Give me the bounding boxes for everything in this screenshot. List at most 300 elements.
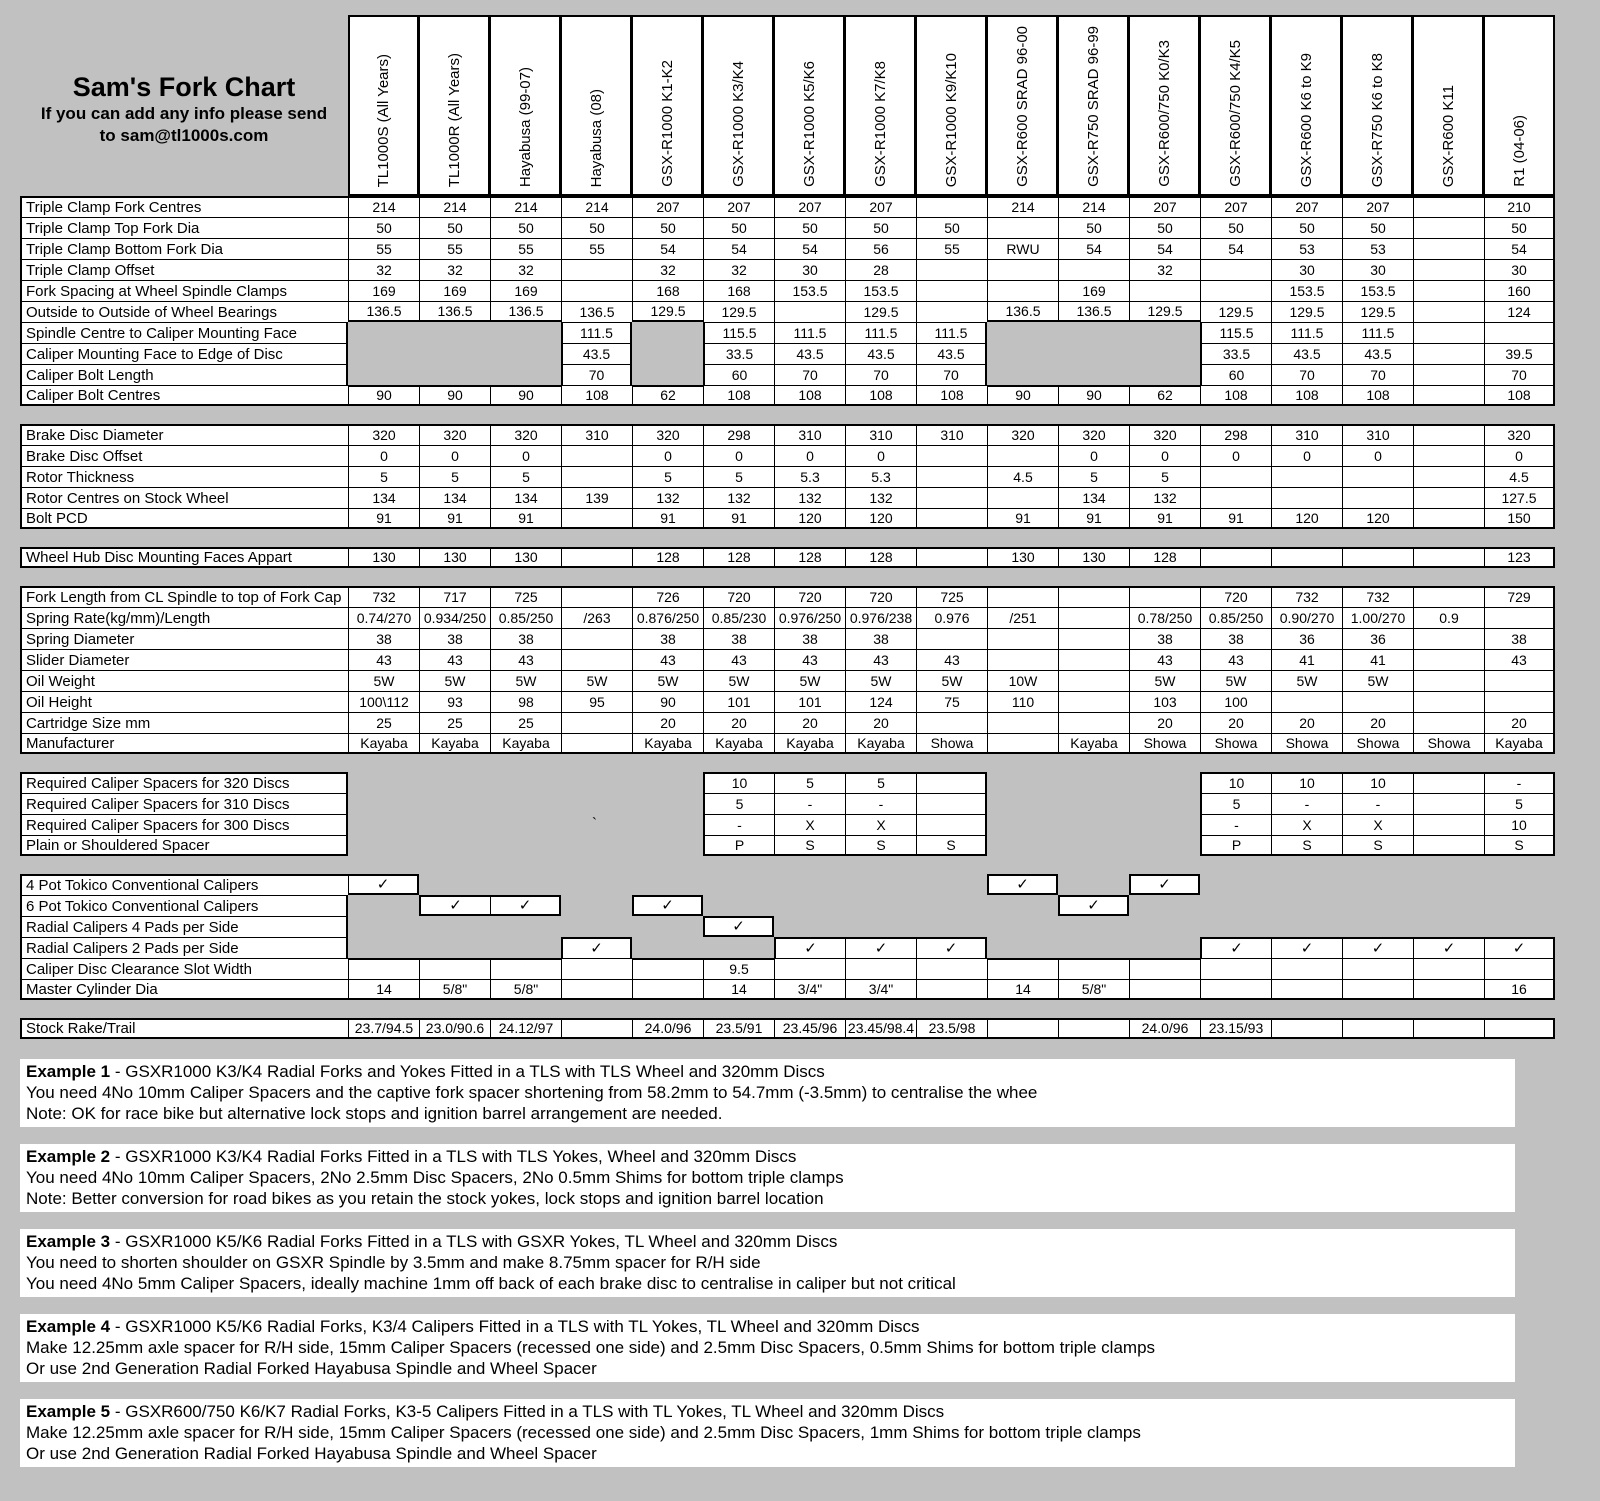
table-cell [1484, 322, 1555, 343]
table-row [20, 937, 1555, 958]
table-cell: 120 [845, 508, 916, 529]
empty-cell [632, 322, 703, 343]
table-cell [561, 445, 632, 466]
table-cell [561, 628, 632, 649]
example-intro: - GSXR1000 K5/K6 Radial Forks, K3/4 Calipers Fitted in a TLS with TL Yokes, TL Wheel and 320mm Discs [110, 1317, 920, 1336]
table-cell [1271, 1018, 1342, 1039]
empty-cell [987, 322, 1058, 343]
empty-cell [1342, 916, 1413, 937]
table-cell: 0.876/250 [632, 607, 703, 628]
table-cell [1484, 670, 1555, 691]
empty-cell [1058, 937, 1129, 958]
table-cell [561, 547, 632, 568]
table-cell: 54 [1484, 238, 1555, 259]
empty-cell [632, 772, 703, 793]
table-cell: 50 [1129, 217, 1200, 238]
empty-cell [987, 835, 1058, 856]
table-cell: 10 [1342, 772, 1413, 793]
table-cell [1484, 958, 1555, 979]
table-cell [916, 793, 987, 814]
table-cell: 136.5 [561, 301, 632, 322]
section-triple-clamp [20, 196, 1555, 406]
table-cell [1058, 691, 1129, 712]
row-label: Manufacturer [20, 733, 348, 754]
table-cell [1413, 979, 1484, 1000]
table-cell: Kayaba [490, 733, 561, 754]
table-cell: 134 [1058, 487, 1129, 508]
empty-cell [1413, 916, 1484, 937]
column-header [774, 15, 845, 196]
table-row [20, 712, 1555, 733]
table-cell [1058, 607, 1129, 628]
row-label: Rotor Thickness [20, 466, 348, 487]
table-cell: 124 [845, 691, 916, 712]
table-row [20, 916, 1555, 937]
table-cell: 36 [1271, 628, 1342, 649]
table-cell: 91 [987, 508, 1058, 529]
check-mark: ✓ [987, 874, 1058, 895]
table-cell: 150 [1484, 508, 1555, 529]
table-cell [1413, 217, 1484, 238]
row-label: Oil Height [20, 691, 348, 712]
table-cell [561, 259, 632, 280]
table-row [20, 670, 1555, 691]
row-label: Caliper Mounting Face to Edge of Disc [20, 343, 348, 364]
table-cell: 132 [703, 487, 774, 508]
example-block [20, 1229, 1515, 1297]
table-cell: 43 [490, 649, 561, 670]
table-cell: 43 [845, 649, 916, 670]
table-cell [1413, 487, 1484, 508]
table-cell [1413, 196, 1484, 217]
table-cell: 91 [348, 508, 419, 529]
empty-cell [1271, 874, 1342, 895]
table-cell [987, 649, 1058, 670]
empty-cell [1484, 916, 1555, 937]
table-cell: 169 [419, 280, 490, 301]
empty-cell [987, 364, 1058, 385]
table-cell: 0 [1058, 445, 1129, 466]
table-row [20, 238, 1555, 259]
table-cell: 54 [1200, 238, 1271, 259]
table-cell: 50 [703, 217, 774, 238]
table-cell: Kayaba [845, 733, 916, 754]
empty-cell [916, 874, 987, 895]
table-cell: 169 [490, 280, 561, 301]
row-label: Spindle Centre to Caliper Mounting Face [20, 322, 348, 343]
table-cell [916, 547, 987, 568]
table-cell [1129, 586, 1200, 607]
table-cell: - [1200, 814, 1271, 835]
empty-cell [561, 772, 632, 793]
table-cell: 23.45/96 [774, 1018, 845, 1039]
table-cell: 320 [348, 424, 419, 445]
example-label: Example 4 [26, 1317, 111, 1336]
table-cell: 129.5 [632, 301, 703, 322]
table-cell: 70 [561, 364, 632, 385]
table-cell: 5 [490, 466, 561, 487]
table-cell [1058, 1018, 1129, 1039]
column-header-label: GSX-R1000 K9/K10 [942, 52, 960, 187]
table-cell [561, 280, 632, 301]
table-cell: 0 [1200, 445, 1271, 466]
table-cell: 111.5 [845, 322, 916, 343]
empty-cell [1271, 916, 1342, 937]
table-cell: 725 [916, 586, 987, 607]
table-cell: 298 [1200, 424, 1271, 445]
column-header-label: GSX-R1000 K3/K4 [729, 61, 747, 187]
table-cell: 123 [1484, 547, 1555, 568]
table-cell: 128 [703, 547, 774, 568]
empty-cell [632, 364, 703, 385]
table-cell: 101 [774, 691, 845, 712]
table-cell: S [1342, 835, 1413, 856]
row-label: Master Cylinder Dia [20, 979, 348, 1000]
check-mark: ✓ [1058, 895, 1129, 916]
table-cell: 132 [845, 487, 916, 508]
column-header [987, 15, 1058, 196]
table-cell: 14 [348, 979, 419, 1000]
table-cell [1413, 691, 1484, 712]
table-cell: 124 [1484, 301, 1555, 322]
table-cell: 732 [1271, 586, 1342, 607]
empty-cell [419, 835, 490, 856]
table-cell: 0.85/230 [703, 607, 774, 628]
table-cell: 130 [987, 547, 1058, 568]
table-cell [1484, 607, 1555, 628]
table-cell: 70 [1484, 364, 1555, 385]
table-cell: 725 [490, 586, 561, 607]
table-cell [987, 733, 1058, 754]
table-cell: Showa [916, 733, 987, 754]
table-cell: 55 [348, 238, 419, 259]
empty-cell [1200, 895, 1271, 916]
table-cell: 0.976/238 [845, 607, 916, 628]
table-cell [916, 487, 987, 508]
table-cell: 210 [1484, 196, 1555, 217]
table-row [20, 793, 1555, 814]
table-cell: 0 [490, 445, 561, 466]
table-row [20, 466, 1555, 487]
table-cell [1342, 691, 1413, 712]
empty-cell [703, 874, 774, 895]
table-cell [1413, 712, 1484, 733]
table-cell: 108 [1342, 385, 1413, 406]
empty-cell [1129, 814, 1200, 835]
table-cell: 5.3 [774, 466, 845, 487]
column-header [348, 15, 419, 196]
table-cell: 25 [490, 712, 561, 733]
column-header-label: TL1000R (All Years) [445, 52, 463, 187]
example-text-line: Or use 2nd Generation Radial Forked Hayabusa Spindle and Wheel Spacer [26, 1444, 597, 1463]
table-cell: 310 [845, 424, 916, 445]
example-block [20, 1144, 1515, 1212]
table-cell: 120 [1342, 508, 1413, 529]
table-cell: 50 [561, 217, 632, 238]
table-cell: 10 [1271, 772, 1342, 793]
table-cell [1129, 280, 1200, 301]
table-cell: 169 [1058, 280, 1129, 301]
table-cell: 90 [987, 385, 1058, 406]
table-cell [1200, 958, 1271, 979]
empty-cell [632, 793, 703, 814]
table-cell: 129.5 [703, 301, 774, 322]
table-cell: 111.5 [1342, 322, 1413, 343]
example-text-line: You need 4No 10mm Caliper Spacers, 2No 2.5mm Disc Spacers, 2No 0.5mm Shims for bottom triple clamps [26, 1168, 844, 1187]
empty-cell [1058, 322, 1129, 343]
table-cell: 5 [1129, 466, 1200, 487]
column-header-row [20, 15, 1555, 196]
table-cell [1413, 508, 1484, 529]
table-cell: 0.90/270 [1271, 607, 1342, 628]
table-cell: X [1271, 814, 1342, 835]
table-cell [1413, 1018, 1484, 1039]
empty-cell [774, 874, 845, 895]
table-cell [1413, 238, 1484, 259]
table-cell: 43.5 [845, 343, 916, 364]
empty-cell [419, 874, 490, 895]
table-cell [561, 958, 632, 979]
table-cell: 5W [1271, 670, 1342, 691]
check-mark: ✓ [632, 895, 703, 916]
empty-cell [632, 343, 703, 364]
row-label: Oil Weight [20, 670, 348, 691]
row-label: Cartridge Size mm [20, 712, 348, 733]
table-cell: 91 [419, 508, 490, 529]
empty-cell [987, 937, 1058, 958]
table-cell: 5W [703, 670, 774, 691]
table-cell: 207 [1200, 196, 1271, 217]
table-cell [1413, 670, 1484, 691]
table-cell [1200, 466, 1271, 487]
table-cell: 108 [561, 385, 632, 406]
table-cell [1200, 979, 1271, 1000]
table-cell: 5 [703, 793, 774, 814]
column-header-label: Hayabusa (08) [587, 88, 605, 187]
table-cell [1058, 712, 1129, 733]
table-cell: 134 [490, 487, 561, 508]
table-cell [632, 958, 703, 979]
table-cell: 320 [1484, 424, 1555, 445]
table-cell [419, 958, 490, 979]
empty-cell [987, 916, 1058, 937]
column-header [703, 15, 774, 196]
table-cell [1413, 814, 1484, 835]
table-cell: 25 [419, 712, 490, 733]
table-cell: 136.5 [419, 301, 490, 322]
table-cell: 0 [1271, 445, 1342, 466]
row-label: Plain or Shouldered Spacer [20, 835, 348, 856]
table-cell: 136.5 [490, 301, 561, 322]
row-label: 6 Pot Tokico Conventional Calipers [20, 895, 348, 916]
row-label: Rotor Centres on Stock Wheel [20, 487, 348, 508]
column-header [845, 15, 916, 196]
table-cell: 207 [632, 196, 703, 217]
example-intro: - GSXR600/750 K6/K7 Radial Forks, K3-5 Calipers Fitted in a TLS with TL Yokes, TL Wheel and 320mm Discs [110, 1402, 945, 1421]
table-cell: 43 [348, 649, 419, 670]
table-cell: 134 [348, 487, 419, 508]
row-label: Wheel Hub Disc Mounting Faces Appart [20, 547, 348, 568]
table-cell: 20 [703, 712, 774, 733]
table-cell: 129.5 [845, 301, 916, 322]
table-cell: 32 [1129, 259, 1200, 280]
table-cell: 120 [1271, 508, 1342, 529]
empty-cell [490, 793, 561, 814]
table-cell: 5 [1200, 793, 1271, 814]
empty-cell [1484, 895, 1555, 916]
table-cell: 93 [419, 691, 490, 712]
column-header [1271, 15, 1342, 196]
table-cell: 115.5 [703, 322, 774, 343]
empty-cell [419, 814, 490, 835]
table-cell: X [845, 814, 916, 835]
table-cell: 214 [348, 196, 419, 217]
row-label: Fork Spacing at Wheel Spindle Clamps [20, 280, 348, 301]
table-cell: 160 [1484, 280, 1555, 301]
table-cell: 38 [845, 628, 916, 649]
empty-cell [348, 895, 419, 916]
table-cell: 129.5 [1342, 301, 1413, 322]
table-cell: 5W [419, 670, 490, 691]
empty-cell [348, 322, 419, 343]
table-cell: - [774, 793, 845, 814]
table-cell: 32 [419, 259, 490, 280]
example-title-line [26, 1231, 1509, 1252]
example-text-line: You need 4No 10mm Caliper Spacers and the captive fork spacer shortening from 58.2mm to 54.7mm (-3.5mm) to centralise the whee [26, 1083, 1038, 1102]
table-cell: 0.976 [916, 607, 987, 628]
table-cell [1413, 385, 1484, 406]
table-cell: S [916, 835, 987, 856]
table-cell [1058, 958, 1129, 979]
column-header [1484, 15, 1555, 196]
table-cell [987, 1018, 1058, 1039]
table-cell: 50 [1271, 217, 1342, 238]
example-text-line: You need to shorten shoulder on GSXR Spindle by 3.5mm and make 8.75mm spacer for R/H side [26, 1253, 761, 1272]
row-label: Radial Calipers 4 Pads per Side [20, 916, 348, 937]
table-row [20, 772, 1555, 793]
table-cell [845, 958, 916, 979]
example-text-line: Note: OK for race bike but alternative lock stops and ignition barrel arrangement are needed. [26, 1104, 723, 1123]
table-cell: 90 [348, 385, 419, 406]
table-cell: 91 [1058, 508, 1129, 529]
table-cell: 32 [703, 259, 774, 280]
table-cell [1271, 547, 1342, 568]
table-cell: Showa [1200, 733, 1271, 754]
table-cell: 30 [1484, 259, 1555, 280]
table-cell: 43 [1129, 649, 1200, 670]
table-cell: 28 [845, 259, 916, 280]
table-cell: 25 [348, 712, 419, 733]
example-title-line [26, 1061, 1509, 1082]
table-cell: 43 [703, 649, 774, 670]
empty-cell [490, 343, 561, 364]
empty-cell [703, 937, 774, 958]
table-cell: 320 [419, 424, 490, 445]
empty-cell [632, 937, 703, 958]
empty-cell [987, 343, 1058, 364]
table-cell: 168 [632, 280, 703, 301]
table-cell: 38 [419, 628, 490, 649]
empty-cell [1129, 793, 1200, 814]
table-cell [774, 958, 845, 979]
table-cell [1413, 322, 1484, 343]
section-rake-trail [20, 1018, 1555, 1039]
column-header-label: R1 (04-06) [1510, 115, 1528, 187]
table-cell: 5W [774, 670, 845, 691]
table-cell: 70 [774, 364, 845, 385]
table-cell: 43.5 [1342, 343, 1413, 364]
table-row [20, 547, 1555, 568]
table-cell: 95 [561, 691, 632, 712]
empty-cell [1129, 835, 1200, 856]
table-cell: 214 [561, 196, 632, 217]
table-cell: Showa [1271, 733, 1342, 754]
table-cell: 38 [1129, 628, 1200, 649]
example-notes [20, 1059, 1555, 1467]
stray-mark: ` [592, 815, 597, 832]
table-cell: 5 [1484, 793, 1555, 814]
row-label: Bolt PCD [20, 508, 348, 529]
table-row [20, 733, 1555, 754]
check-mark: ✓ [703, 916, 774, 937]
table-cell [987, 958, 1058, 979]
table-cell: 153.5 [774, 280, 845, 301]
empty-cell [1058, 343, 1129, 364]
table-cell [561, 712, 632, 733]
table-row [20, 364, 1555, 385]
table-cell: 310 [1271, 424, 1342, 445]
table-cell: 23.45/98.4 [845, 1018, 916, 1039]
table-cell: 717 [419, 586, 490, 607]
table-cell: 136.5 [1058, 301, 1129, 322]
table-cell: 130 [490, 547, 561, 568]
fork-chart [20, 15, 1555, 1467]
table-cell: - [845, 793, 916, 814]
table-cell [987, 586, 1058, 607]
table-cell: 98 [490, 691, 561, 712]
row-label: Brake Disc Offset [20, 445, 348, 466]
table-cell: 720 [1200, 586, 1271, 607]
table-cell [561, 1018, 632, 1039]
table-cell: 70 [845, 364, 916, 385]
table-cell: Kayaba [703, 733, 774, 754]
table-cell: 90 [490, 385, 561, 406]
table-cell: 38 [490, 628, 561, 649]
table-cell: 207 [1271, 196, 1342, 217]
table-cell: 5W [916, 670, 987, 691]
table-cell: 55 [490, 238, 561, 259]
title-block [20, 15, 348, 196]
table-cell: 108 [845, 385, 916, 406]
table-cell: 54 [1129, 238, 1200, 259]
column-header-label: GSX-R1000 K7/K8 [871, 61, 889, 187]
table-cell: 70 [1342, 364, 1413, 385]
table-cell [1058, 586, 1129, 607]
example-title-line [26, 1146, 1509, 1167]
table-cell: 115.5 [1200, 322, 1271, 343]
table-cell: 30 [1271, 259, 1342, 280]
row-label: Triple Clamp Bottom Fork Dia [20, 238, 348, 259]
table-cell: 75 [916, 691, 987, 712]
row-label: Stock Rake/Trail [20, 1018, 348, 1039]
table-cell: 168 [703, 280, 774, 301]
table-cell: 100 [1200, 691, 1271, 712]
table-row [20, 280, 1555, 301]
table-cell: 153.5 [1342, 280, 1413, 301]
table-cell: 732 [1342, 586, 1413, 607]
table-cell [561, 733, 632, 754]
empty-cell [1058, 793, 1129, 814]
